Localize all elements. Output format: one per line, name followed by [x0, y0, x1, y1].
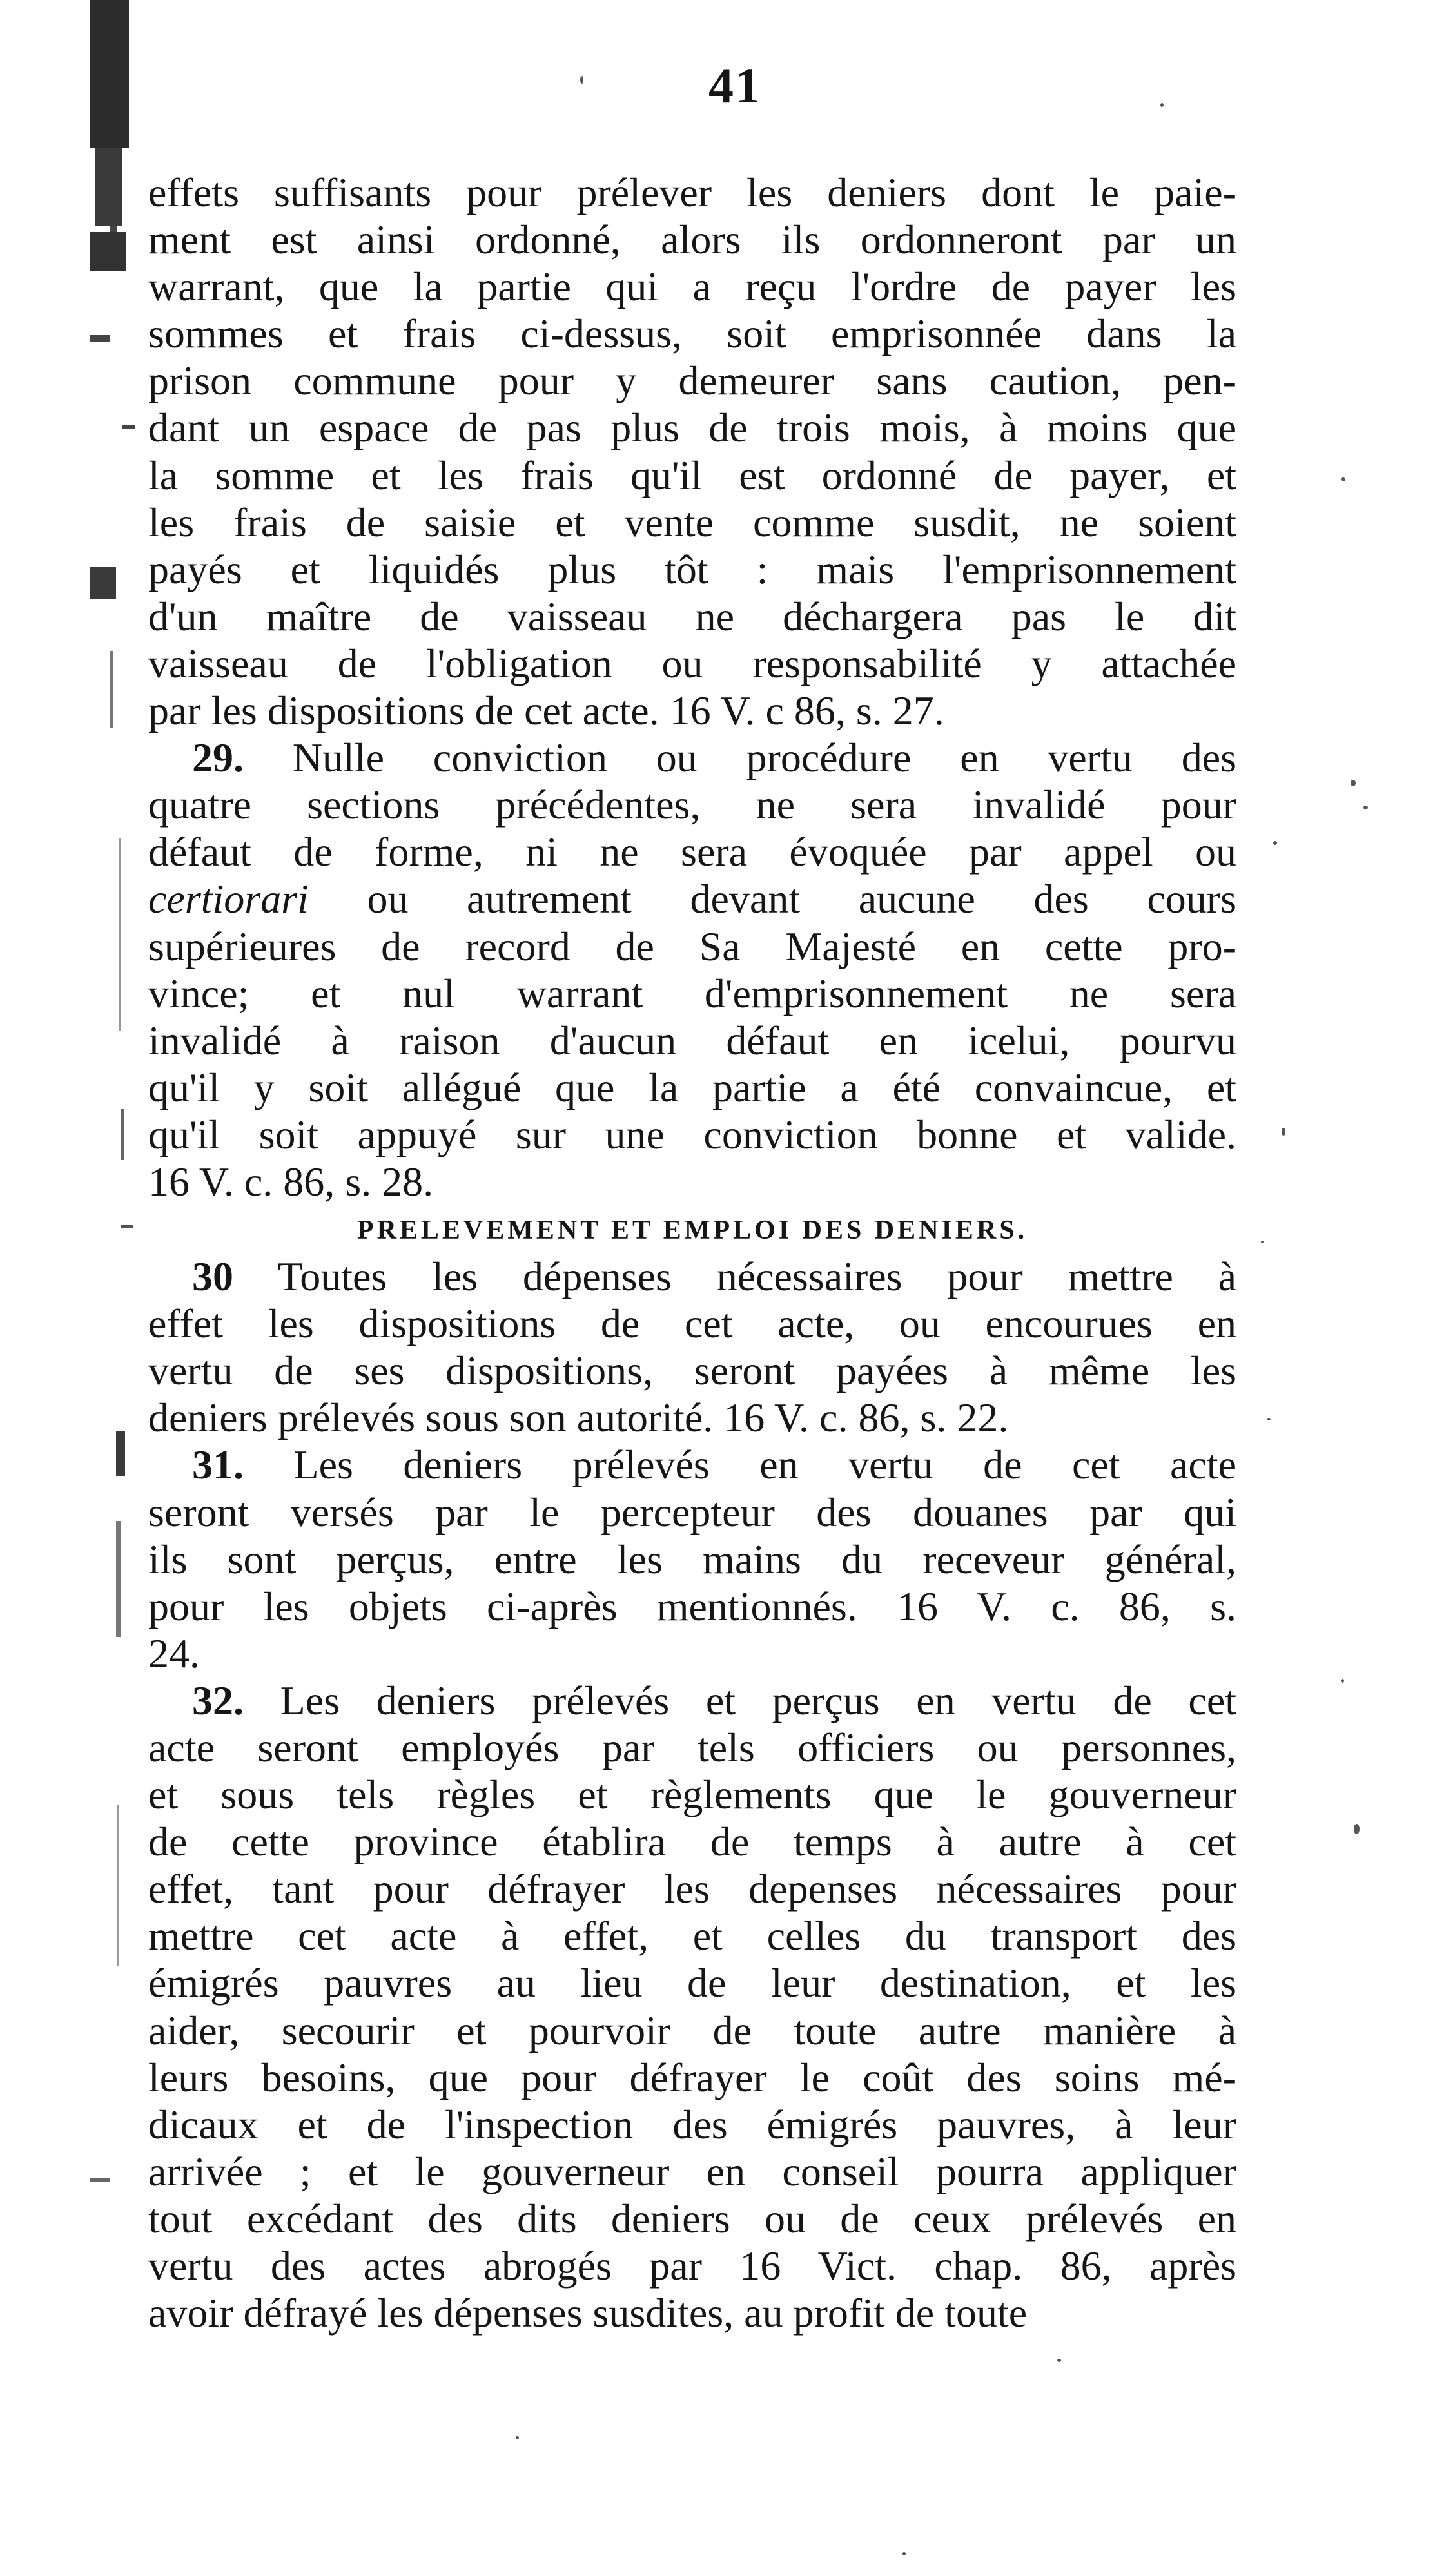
line-text: arrivée ; et le gouverneur en conseil pourra appliquer [148, 2148, 1236, 2194]
text-line [148, 1300, 1236, 1347]
line-text: vaisseau de l'obligation ou responsabilité y attachée [148, 640, 1236, 686]
ink-speck [1160, 103, 1164, 107]
line-text: prison commune pour y demeurer sans caution, pen- [148, 358, 1236, 404]
text-line [148, 1017, 1236, 1064]
line-text: défaut de forme, ni ne sera évoquée par appel ou [148, 829, 1236, 875]
text-line [148, 1771, 1236, 1818]
line-text: payés et liquidés plus tôt : mais l'emprisonnement [148, 546, 1236, 592]
line-text: Les deniers prélevés en vertu de cet acte [293, 1442, 1237, 1488]
ink-speck [516, 2436, 519, 2439]
text-line [148, 1724, 1236, 1771]
line-text: et sous tels règles et règlements que le gouverneur [148, 1772, 1236, 1818]
text-line [148, 1583, 1236, 1630]
text-line [148, 2242, 1236, 2289]
text-line [148, 1536, 1236, 1583]
text-line [148, 1865, 1236, 1912]
text-line [148, 546, 1236, 593]
page-number: 41 [708, 57, 761, 113]
text-line [148, 1441, 1236, 1488]
binding-edge [90, 0, 135, 2576]
text-line [148, 734, 1236, 781]
ink-speck [1341, 477, 1345, 481]
line-text: les frais de saisie et vente comme susdit, ne soient [148, 499, 1236, 545]
line-text: leurs besoins, que pour défrayer le coût des soins mé- [148, 2054, 1236, 2100]
line-text: la somme et les frais qu'il est ordonné de payer, et [148, 452, 1236, 498]
line-text: vertu de ses dispositions, seront payées à même les [148, 1348, 1236, 1394]
line-text: ou autrement devant aucune des cours [367, 876, 1237, 922]
latin-term: certiorari [148, 876, 309, 922]
line-text: deniers prélevés sous son autorité. 16 V. c. 86, s. 22. [148, 1395, 1009, 1441]
line-text: d'un maître de vaisseau ne déchargera pas le dit [148, 593, 1236, 639]
ink-speck [580, 76, 583, 84]
line-text: de cette province établira de temps à autre à cet [148, 1819, 1236, 1865]
line-text: effet les dispositions de cet acte, ou encourues en [148, 1301, 1236, 1347]
line-text: invalidé à raison d'aucun défaut en icelui, pourvu [148, 1017, 1236, 1063]
text-line [148, 1489, 1236, 1536]
line-text: tout excédant des dits deniers ou de ceux prélevés en [148, 2195, 1236, 2242]
line-text: dant un espace de pas plus de trois mois, à moins que [148, 405, 1236, 451]
line-text: Les deniers prélevés et perçus en vertu de cet [280, 1677, 1237, 1723]
text-line [148, 1394, 1236, 1441]
text-line [148, 310, 1236, 357]
text-line [148, 687, 1236, 734]
text-line [148, 875, 1236, 922]
section-number: 32. [192, 1677, 244, 1723]
text-line [148, 1630, 1236, 1677]
text-line [148, 2007, 1236, 2054]
ink-speck [1273, 841, 1277, 845]
section-heading: PRELEVEMENT ET EMPLOI DES DENIERS. [356, 1215, 1028, 1246]
line-text: émigrés pauvres au lieu de leur destination, et les [148, 1960, 1236, 2006]
section-number: 30 [192, 1254, 233, 1300]
line-text: Nulle conviction ou procédure en vertu des [292, 735, 1237, 781]
text-line [148, 828, 1236, 875]
ink-speck [1267, 1418, 1271, 1420]
text-line [148, 2148, 1236, 2195]
text-line [148, 1347, 1236, 1394]
text-line [148, 970, 1236, 1017]
ink-speck [1351, 780, 1356, 786]
text-line [148, 263, 1236, 310]
line-text: ment est ainsi ordonné, alors ils ordonneront par un [148, 217, 1236, 263]
ink-speck [1341, 1679, 1344, 1683]
line-text: sommes et frais ci-dessus, soit emprisonnée dans la [148, 311, 1236, 357]
text-line [148, 593, 1236, 640]
body-text [148, 169, 1236, 2336]
section-number: 29. [192, 735, 244, 781]
text-line [148, 2289, 1236, 2336]
line-text: vertu des actes abrogés par 16 Vict. chap. 86, après [148, 2243, 1236, 2289]
text-line [148, 2195, 1236, 2242]
text-line [148, 1677, 1236, 1724]
line-text: vince; et nul warrant d'emprisonnement ne sera [148, 970, 1236, 1016]
line-text: effet, tant pour défrayer les depenses nécessaires pour [148, 1866, 1236, 1912]
text-line [148, 2054, 1236, 2101]
section-number: 31. [192, 1442, 244, 1488]
line-text: 16 V. c. 86, s. 28. [148, 1158, 434, 1205]
line-text: acte seront employés par tels officiers ou personnes, [148, 1725, 1236, 1770]
text-line [148, 357, 1236, 404]
text-line [148, 169, 1236, 216]
text-line [148, 452, 1236, 499]
text-line [148, 404, 1236, 451]
line-text: pour les objets ci-après mentionnés. 16 V. c. 86, s. [148, 1583, 1236, 1629]
line-text: qu'il y soit allégué que la partie a été convaincue, et [148, 1064, 1236, 1110]
text-line [148, 2101, 1236, 2148]
line-text: 24. [148, 1630, 200, 1676]
ink-speck [1363, 806, 1368, 809]
ink-speck [1057, 2359, 1061, 2362]
text-line [148, 1064, 1236, 1111]
text-line [148, 499, 1236, 546]
text-line [148, 781, 1236, 828]
text-line [148, 1253, 1236, 1300]
line-text: Toutes les dépenses nécessaires pour mettre à [277, 1254, 1237, 1300]
ink-speck [1282, 1128, 1285, 1136]
line-text: ils sont perçus, entre les mains du receveur général, [148, 1536, 1236, 1582]
line-text: quatre sections précédentes, ne sera invalidé pour [148, 782, 1236, 828]
line-text: supérieures de record de Sa Majesté en cette pro- [148, 923, 1236, 969]
line-text: qu'il soit appuyé sur une conviction bonne et valide. [148, 1111, 1236, 1157]
text-line [148, 1818, 1236, 1865]
text-line [148, 1959, 1236, 2006]
line-text: aider, secourir et pourvoir de toute autre manière à [148, 2007, 1236, 2053]
text-line [148, 1912, 1236, 1959]
line-text: seront versés par le percepteur des douanes par qui [148, 1489, 1236, 1535]
ink-speck [1261, 1241, 1264, 1243]
text-line [148, 1111, 1236, 1158]
line-text: par les dispositions de cet acte. 16 V. c 86, s. 27. [148, 688, 944, 734]
line-text: avoir défrayé les dépenses susdites, au profit de toute [148, 2290, 1028, 2336]
ink-speck [1354, 1824, 1360, 1834]
line-text: dicaux et de l'inspection des émigrés pauvres, à leur [148, 2101, 1236, 2147]
text-line [148, 923, 1236, 970]
line-text: mettre cet acte à effet, et celles du transport des [148, 1913, 1236, 1959]
text-line [148, 1158, 1236, 1205]
text-line [148, 216, 1236, 263]
ink-speck [903, 2552, 906, 2555]
line-text: warrant, que la partie qui a reçu l'ordre de payer les [148, 264, 1236, 310]
line-text: effets suffisants pour prélever les deniers dont le paie- [148, 169, 1236, 215]
text-line [148, 640, 1236, 687]
